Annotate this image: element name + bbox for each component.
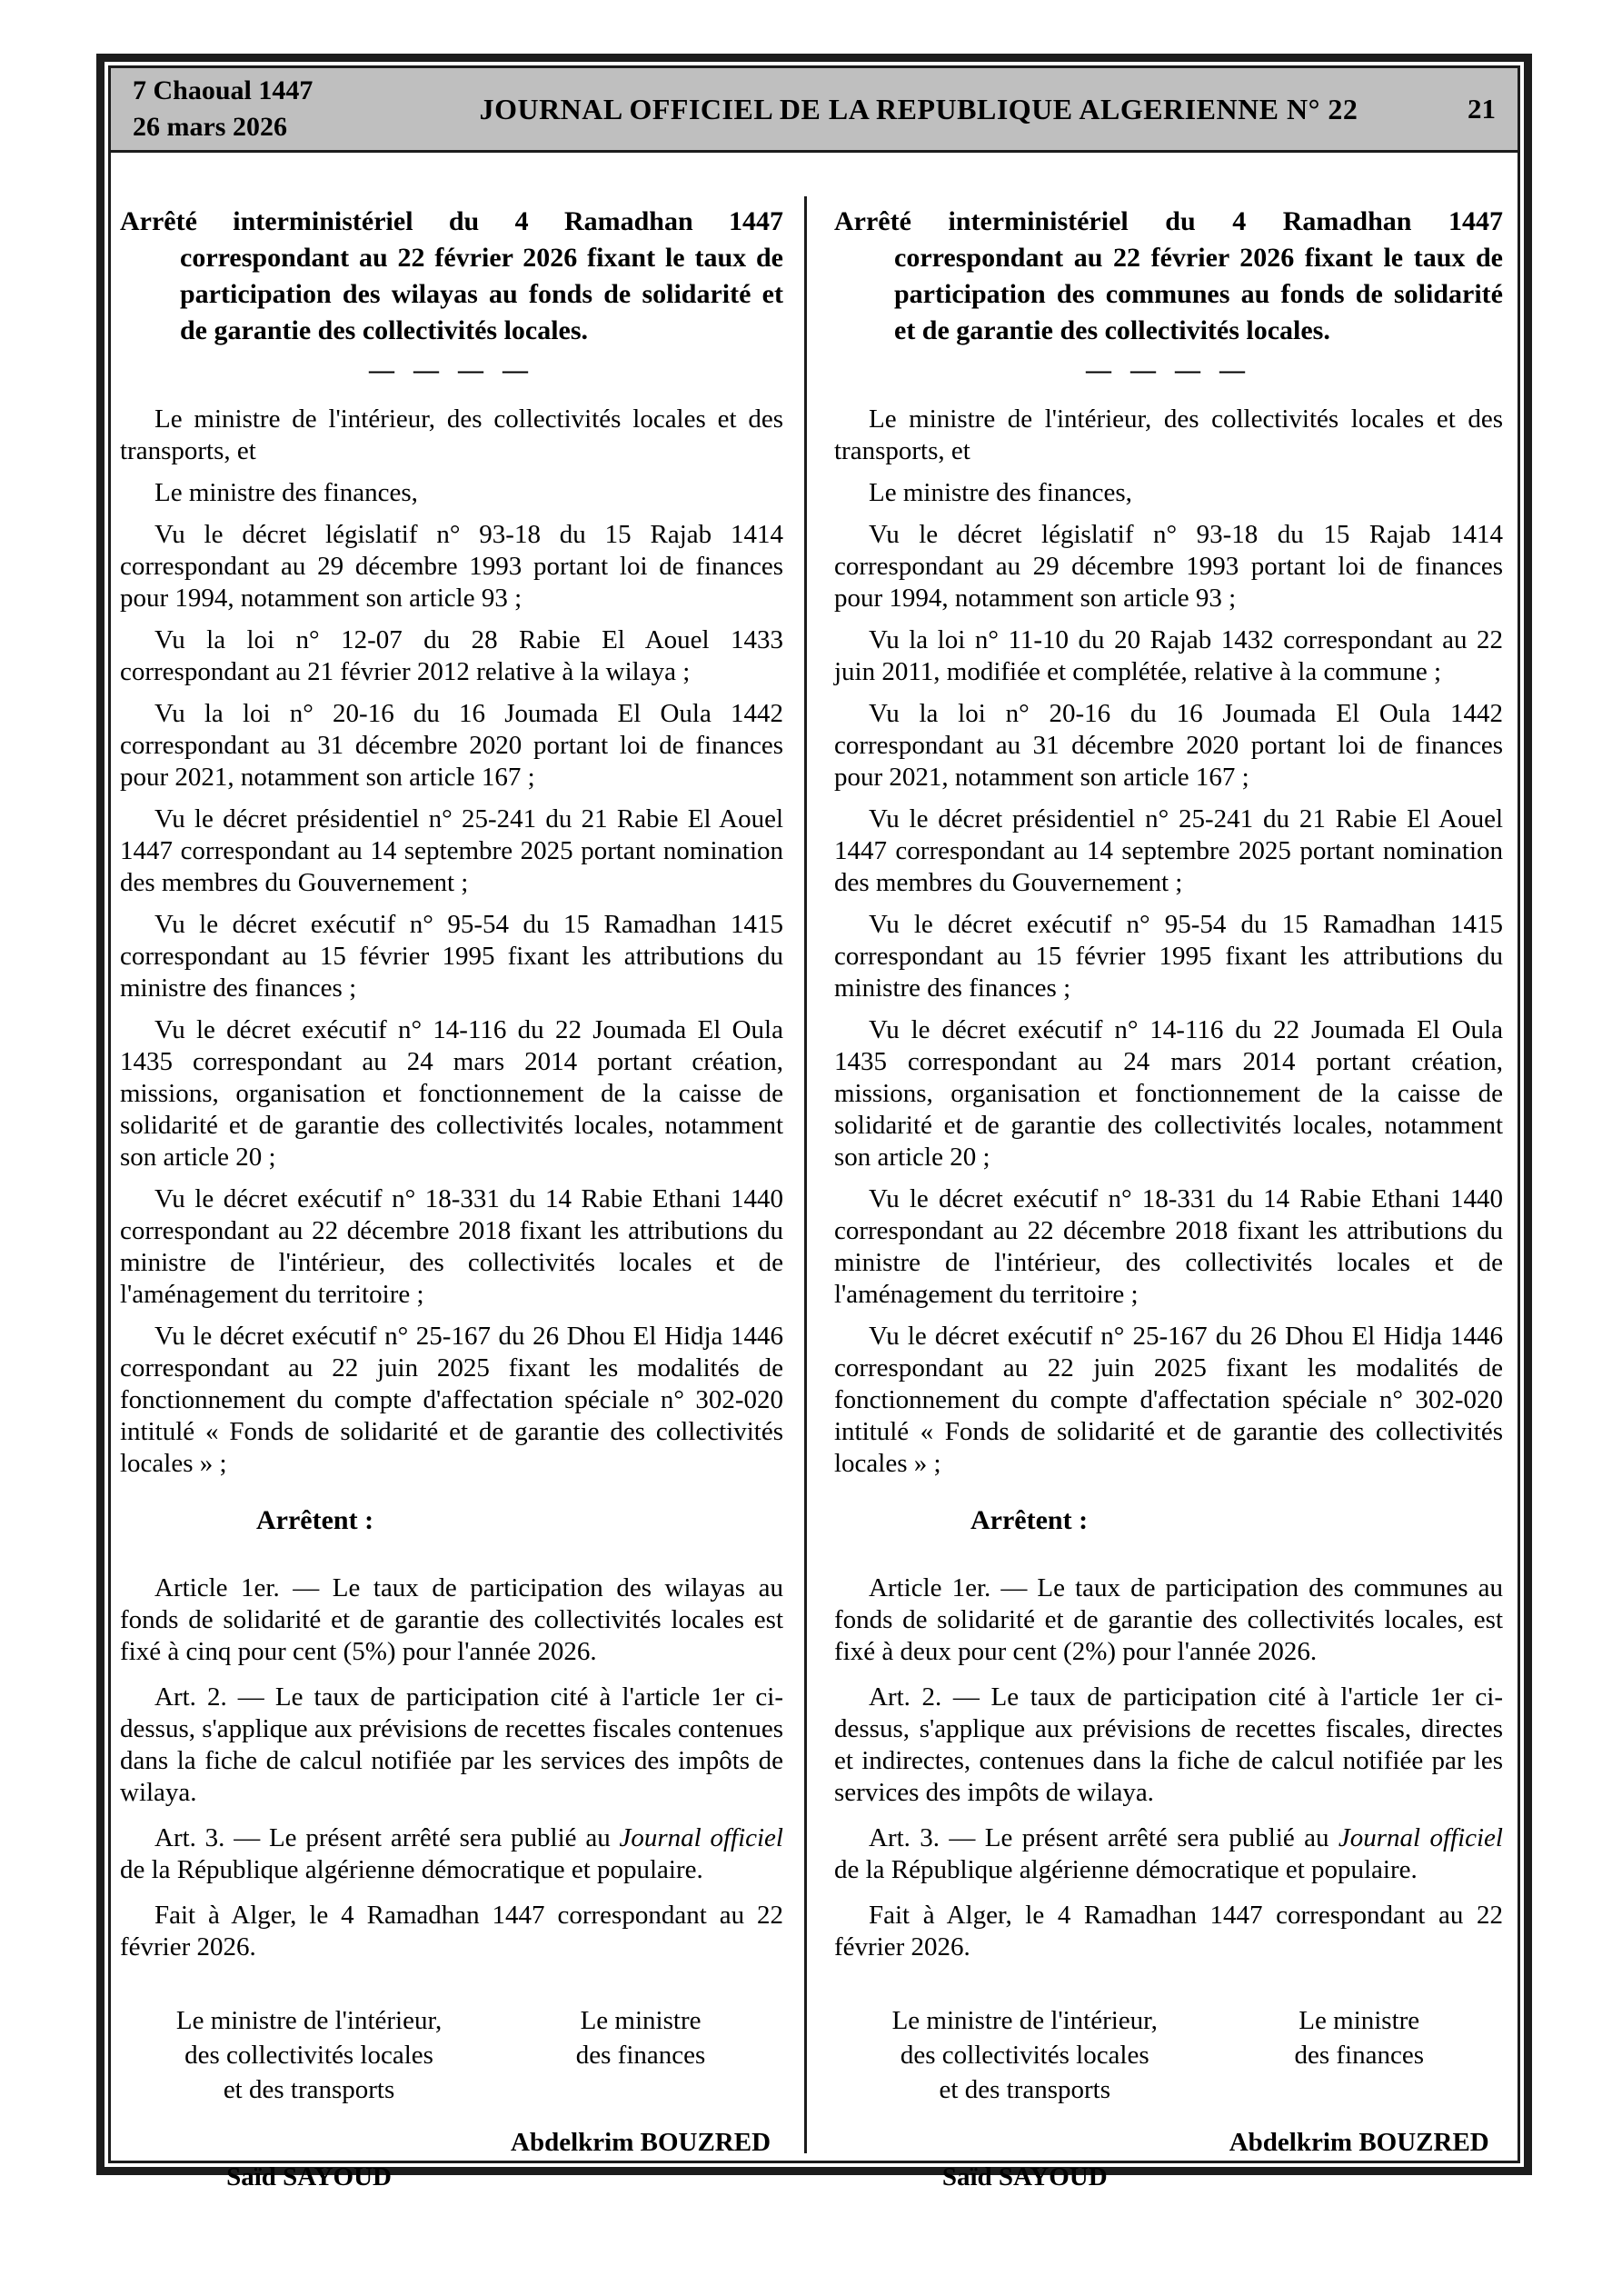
arretent-heading: Arrêtent :: [970, 1505, 1089, 1535]
signature-name: Abdelkrim BOUZRED: [1229, 2128, 1489, 2157]
article-2: Art. 2. — Le taux de participation cité à l'article 1er ci-dessus, s'applique aux prévisions de recettes fiscales, directes et indirectes, contenues dans la fiche de calcul notifiée par les services des impôts de wilaya.: [834, 1682, 1503, 1807]
visa-paragraph: Vu le décret exécutif n° 25-167 du 26 Dhou El Hidja 1446 correspondant au 22 juin 2025 fixant les modalités de fonctionnement du compte d'affectation spéciale n° 302-020 intitulé « Fonds de solidarité et de garantie des collectivités locales » ;: [120, 1322, 783, 1478]
article-3-pre: Art. 3. — Le présent arrêté sera publié au: [869, 1823, 1338, 1852]
signature-role-line: Le ministre de l'intérieur,: [175, 2006, 443, 2035]
masthead: [111, 68, 1518, 153]
signature-role-line: Le ministre de l'intérieur,: [891, 2006, 1158, 2035]
journal-officiel-italic: Journal officiel: [1338, 1823, 1503, 1852]
decree-title: Arrêté interministériel du 4 Ramadhan 1447 correspondant au 22 février 2026 fixant le taux de participation des communes au fonds de solidarité et de garantie des collectivités locales.: [834, 206, 1503, 345]
signature-name: Saïd SAYOUD: [226, 2162, 392, 2191]
title-separator: — — — —: [369, 356, 534, 384]
decree-title: Arrêté interministériel du 4 Ramadhan 1447 correspondant au 22 février 2026 fixant le taux de participation des wilayas au fonds de solidarité et de garantie des collectivités locales.: [120, 206, 783, 345]
decree-communes-column: [834, 153, 1503, 2194]
column-divider: [804, 196, 807, 2153]
visa-paragraph: Vu le décret législatif n° 93-18 du 15 Rajab 1414 correspondant au 29 décembre 1993 portant loi de finances pour 1994, notamment son article 93 ;: [834, 520, 1503, 613]
article-3: [120, 1822, 783, 1886]
signature-row: [120, 2003, 783, 2194]
signature-finance-minister: [1216, 2003, 1503, 2194]
visa-paragraph: Vu la loi n° 12-07 du 28 Rabie El Aouel 1433 correspondant au 21 février 2012 relative à la wilaya ;: [120, 625, 783, 686]
article-2: Art. 2. — Le taux de participation cité à l'article 1er ci-dessus, s'applique aux prévisions de recettes fiscales contenues dans la fiche de calcul notifiée par les services des impôts de wilaya.: [120, 1682, 784, 1807]
visa-paragraph: Vu la loi n° 20-16 du 16 Joumada El Oula 1442 correspondant au 31 décembre 2020 portant loi de finances pour 2021, notamment son article 167 ;: [120, 699, 783, 792]
visa-paragraph: Vu le décret exécutif n° 14-116 du 22 Joumada El Oula 1435 correspondant au 24 mars 2014 portant création, missions, organisation et fonctionnement de la caisse de solidarité et de garantie des collectivités locales, notamment son article 20 ;: [834, 1015, 1503, 1172]
journal-officiel-italic: Journal officiel: [619, 1823, 783, 1852]
paragraph: Le ministre des finances,: [869, 478, 1132, 507]
visa-paragraph: Vu le décret présidentiel n° 25-241 du 21 Rabie El Aouel 1447 correspondant au 14 septembre 2025 portant nomination des membres du Gouvernement ;: [120, 804, 783, 897]
signature-role-line: Le ministre: [580, 2006, 702, 2035]
page-frame: [96, 54, 1532, 2191]
visa-paragraph: Vu le décret présidentiel n° 25-241 du 21 Rabie El Aouel 1447 correspondant au 14 septembre 2025 portant nomination des membres du Gouvernement ;: [834, 804, 1503, 897]
signature-role-line: et des transports: [939, 2075, 1110, 2104]
signature-role-line: des collectivités locales: [900, 2041, 1149, 2070]
hijri-date: 7 Chaoual 1447: [133, 75, 313, 106]
signature-row: [834, 2003, 1503, 2194]
journal-title: JOURNAL OFFICIEL DE LA REPUBLIQUE ALGERIENNE N° 22: [479, 92, 1358, 125]
visa-paragraph: Vu le décret exécutif n° 18-331 du 14 Rabie Ethani 1440 correspondant au 22 décembre 2018 fixant les attributions du ministre de l'intérieur, des collectivités locales et de l'aménagement du territoire ;: [834, 1184, 1503, 1309]
decree-wilayas-column: [120, 153, 783, 2194]
page-content: [111, 153, 1518, 2191]
fait-paragraph: Fait à Alger, le 4 Ramadhan 1447 correspondant au 22 février 2026.: [120, 1901, 783, 1962]
signature-name: Saïd SAYOUD: [941, 2162, 1108, 2191]
visa-paragraph: Vu le décret exécutif n° 18-331 du 14 Rabie Ethani 1440 correspondant au 22 décembre 2018 fixant les attributions du ministre de l'intérieur, des collectivités locales et de l'aménagement du territoire ;: [120, 1184, 783, 1309]
signature-role-line: et des transports: [223, 2075, 395, 2104]
visa-paragraph: Vu le décret exécutif n° 14-116 du 22 Joumada El Oula 1435 correspondant au 24 mars 2014 portant création, missions, organisation et fonctionnement de la caisse de solidarité et de garantie des collectivités locales, notamment son article 20 ;: [120, 1015, 783, 1172]
visa-paragraph: Vu le décret exécutif n° 25-167 du 26 Dhou El Hidja 1446 correspondant au 22 juin 2025 fixant les modalités de fonctionnement du compte d'affectation spéciale n° 302-020 intitulé « Fonds de solidarité et de garantie des collectivités locales » ;: [834, 1322, 1503, 1478]
visa-paragraph: Vu le décret exécutif n° 95-54 du 15 Ramadhan 1415 correspondant au 15 février 1995 fixant les attributions du ministre des finances ;: [120, 910, 783, 1003]
article-3-post: de la République algérienne démocratique et populaire.: [120, 1855, 703, 1884]
visa-paragraph: Vu la loi n° 11-10 du 20 Rajab 1432 correspondant au 22 juin 2011, modifiée et complétée, relative à la commune ;: [834, 625, 1503, 686]
paragraph: Le ministre de l'intérieur, des collectivités locales et des transports, et: [120, 404, 783, 465]
signature-name: Abdelkrim BOUZRED: [511, 2128, 771, 2157]
visa-paragraph: Vu le décret exécutif n° 95-54 du 15 Ramadhan 1415 correspondant au 15 février 1995 fixant les attributions du ministre des finances ;: [834, 910, 1503, 1003]
title-separator: — — — —: [1086, 356, 1251, 384]
visa-paragraph: Vu la loi n° 20-16 du 16 Joumada El Oula 1442 correspondant au 31 décembre 2020 portant loi de finances pour 2021, notamment son article 167 ;: [834, 699, 1503, 792]
article-3-pre: Art. 3. — Le présent arrêté sera publié au: [154, 1823, 620, 1852]
date-block: [133, 73, 414, 145]
page-inner-rule: [108, 65, 1520, 2191]
signature-role-line: des finances: [575, 2041, 706, 2070]
article-1: Article 1er. — Le taux de participation des wilayas au fonds de solidarité et de garantie des collectivités locales est fixé à cinq pour cent (5%) pour l'année 2026.: [120, 1573, 783, 1666]
paragraph: Le ministre des finances,: [154, 478, 418, 507]
article-3-post: de la République algérienne démocratique et populaire.: [834, 1855, 1418, 1884]
article-1: Article 1er. — Le taux de participation des communes au fonds de solidarité et de garantie des collectivités locales, est fixé à deux pour cent (2%) pour l'année 2026.: [834, 1573, 1503, 1666]
page-number: 21: [1468, 93, 1496, 125]
visa-paragraph: Vu le décret législatif n° 93-18 du 15 Rajab 1414 correspondant au 29 décembre 1993 portant loi de finances pour 1994, notamment son article 93 ;: [120, 520, 783, 613]
signature-finance-minister: [498, 2003, 783, 2194]
gregorian-date: 26 mars 2026: [133, 112, 287, 142]
fait-paragraph: Fait à Alger, le 4 Ramadhan 1447 correspondant au 22 février 2026.: [834, 1901, 1503, 1962]
article-3: [834, 1822, 1503, 1886]
signature-interior-minister: [120, 2003, 498, 2194]
signature-role-line: Le ministre: [1299, 2006, 1420, 2035]
signature-interior-minister: [834, 2003, 1216, 2194]
signature-role-line: des finances: [1294, 2041, 1425, 2070]
signature-role-line: des collectivités locales: [184, 2041, 433, 2070]
arretent-heading: Arrêtent :: [256, 1505, 374, 1535]
paragraph: Le ministre de l'intérieur, des collectivités locales et des transports, et: [834, 404, 1503, 465]
